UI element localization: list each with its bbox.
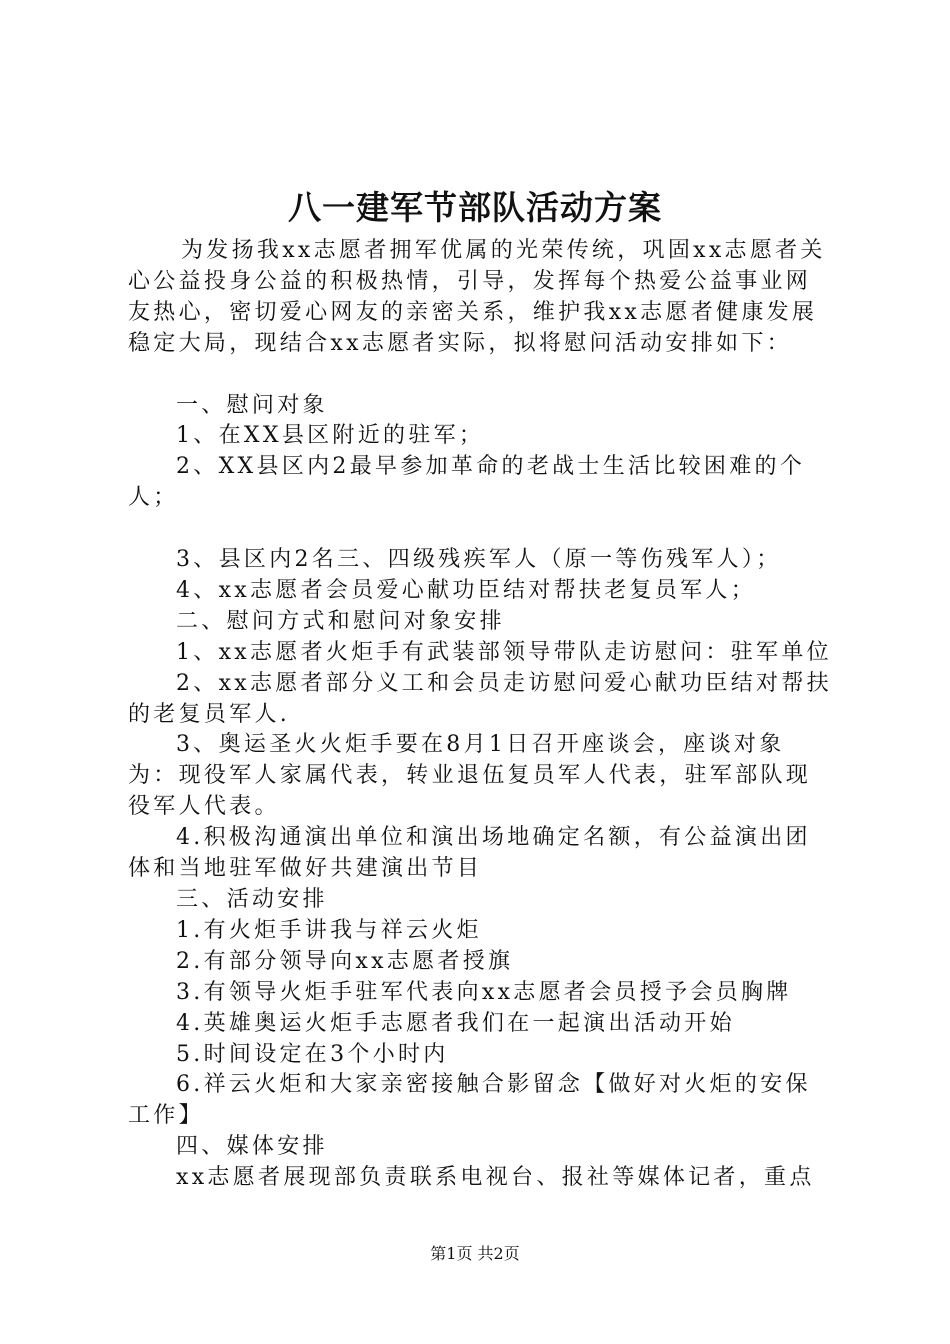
list-item: 2、xx志愿者部分义工和会员走访慰问爱心献功臣结对帮扶的老复员军人. <box>128 670 832 727</box>
blank-line <box>128 360 834 391</box>
section-heading-4: 四、媒体安排 <box>176 1134 328 1160</box>
blank-line <box>128 514 834 545</box>
section-heading-2: 二、慰问方式和慰问对象安排 <box>176 608 505 634</box>
intro-paragraph: 为发扬我xx志愿者拥军优属的光荣传统，巩固xx志愿者关心公益投身公益的积极热情，引导，发挥每个热爱公益事业网友热心，密切爱心网友的亲密关系，维护我xx志愿者健康发展稳定大局，现结合xx志愿者实际，拟将慰问活动安排如下： <box>128 238 826 356</box>
media-paragraph: xx志愿者展现部负责联系电视台、报社等媒体记者，重点 <box>176 1165 815 1191</box>
list-item: 4.积极沟通演出单位和演出场地确定名额，有公益演出团体和当地驻军做好共建演出节目 <box>128 825 811 882</box>
list-item: 4、xx志愿者会员爱心献功臣结对帮扶老复员军人； <box>176 577 757 603</box>
list-item: 3.有领导火炬手驻军代表向xx志愿者会员授予会员胸牌 <box>176 979 792 1005</box>
list-item: 2、XX县区内2最早参加革命的老战士生活比较困难的个人； <box>128 454 806 511</box>
list-item: 4.英雄奥运火炬手志愿者我们在一起演出活动开始 <box>176 1010 735 1036</box>
section-heading-3: 三、活动安排 <box>176 887 328 912</box>
document-title: 八一建军节部队活动方案 <box>288 188 662 227</box>
list-item: 1、xx志愿者火炬手有武装部领导带队走访慰问：驻军单位 <box>176 639 832 665</box>
list-item: 1.有火炬手讲我与祥云火炬 <box>176 917 482 943</box>
document-body <box>128 236 834 1194</box>
page-footer: 第1页 共2页 <box>430 1244 520 1263</box>
section-heading-1: 一、慰问对象 <box>176 392 328 418</box>
list-item: 5.时间设定在3个小时内 <box>176 1041 449 1067</box>
list-item: 3、县区内2名三、四级残疾军人（原一等伤残军人）； <box>176 547 782 573</box>
list-item: 6.祥云火炬和大家亲密接触合影留念【做好对火炬的安保工作】 <box>128 1072 811 1129</box>
list-item: 1、在XX县区附近的驻军； <box>176 423 485 449</box>
list-item: 3、奥运圣火火炬手要在8月1日召开座谈会，座谈对象为：现役军人家属代表，转业退伍复员军人代表，驻军部队现役军人代表。 <box>128 732 812 820</box>
list-item: 2.有部分领导向xx志愿者授旗 <box>176 948 514 974</box>
